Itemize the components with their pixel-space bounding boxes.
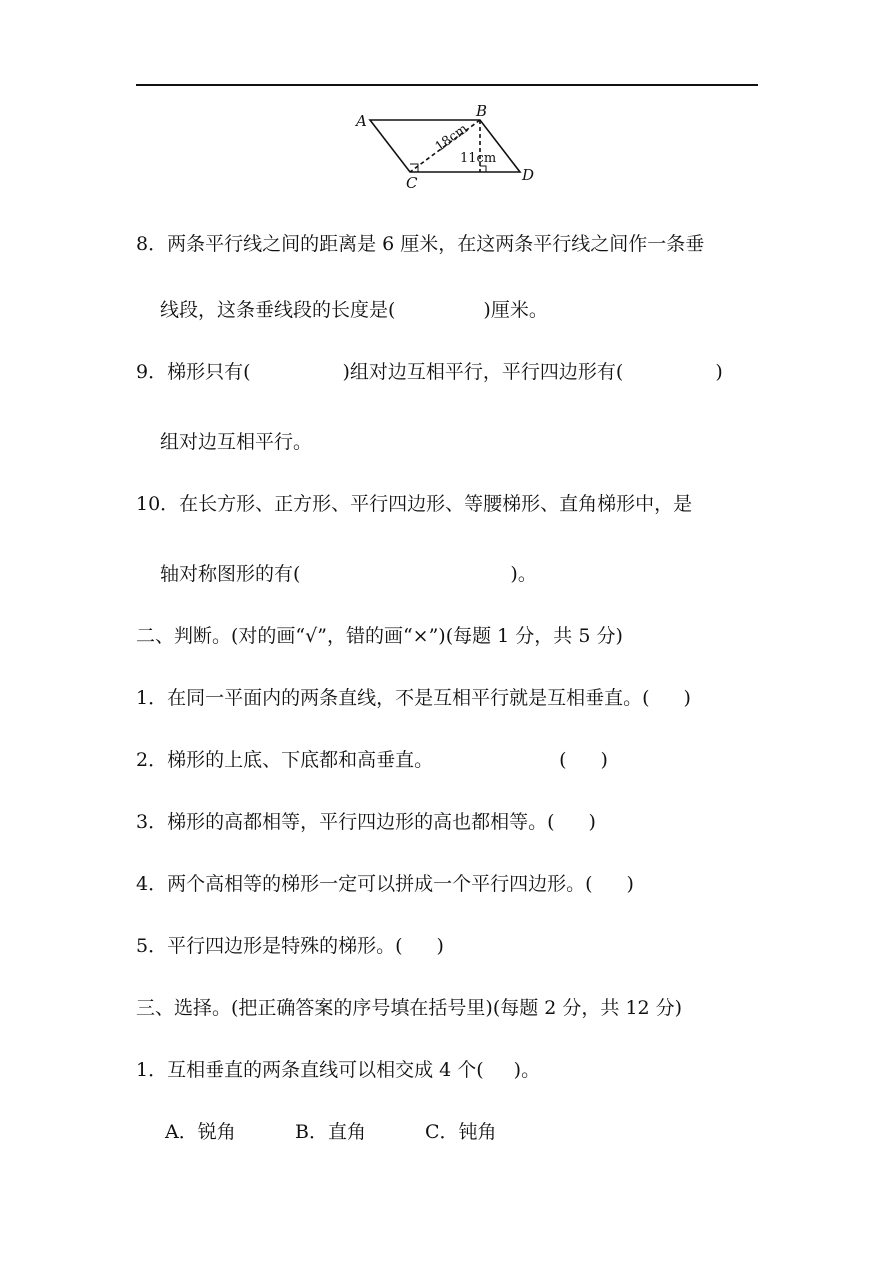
choice-q1-close: )。 <box>513 1059 541 1081</box>
q8-line1: 8．两条平行线之间的距离是 6 厘米，在这两条平行线之间作一条垂 <box>136 233 705 255</box>
q8-line2-post: )厘米。 <box>483 299 548 321</box>
choice-q1-text: 1．互相垂直的两条直线可以相交成 4 个( <box>136 1059 484 1081</box>
label-b: B <box>476 102 488 120</box>
q8-line2-pre: 线段，这条垂线段的长度是( <box>160 299 396 321</box>
label-a: A <box>356 112 367 130</box>
q10-line2 <box>160 562 537 586</box>
judge-item-4 <box>136 872 634 896</box>
judge-item-1-close: ) <box>683 687 691 709</box>
section3-title: 三、选择。(把正确答案的序号填在括号里)(每题 2 分，共 12 分) <box>136 997 683 1019</box>
judge-item-1 <box>136 686 691 710</box>
q9-line1 <box>136 360 723 384</box>
judge-item-2 <box>136 748 608 772</box>
q8-line2 <box>160 298 548 322</box>
judge-item-3 <box>136 810 596 834</box>
judge-item-5-text: 5．平行四边形是特殊的梯形。( <box>136 935 403 957</box>
label-diagonal: 18cm <box>432 121 471 155</box>
judge-item-2-close: ) <box>600 749 608 771</box>
judge-item-5 <box>136 934 444 958</box>
judge-item-2-open: ( <box>559 749 567 771</box>
judge-item-5-close: ) <box>436 935 444 957</box>
judge-item-4-close: ) <box>626 873 634 895</box>
q9-line1-mid: )组对边互相平行，平行四边形有( <box>342 361 624 383</box>
choice-q1-options <box>165 1120 497 1144</box>
q10-line1: 10．在长方形、正方形、平行四边形、等腰梯形、直角梯形中，是 <box>136 493 693 515</box>
option-a: A．锐角 <box>165 1121 236 1143</box>
judge-item-4-text: 4．两个高相等的梯形一定可以拼成一个平行四边形。( <box>136 873 593 895</box>
q9-line1-pre: 9．梯形只有( <box>136 361 251 383</box>
right-angle-mark-h <box>480 166 486 172</box>
label-height: 11cm <box>460 151 497 166</box>
q9-line1-post: ) <box>715 361 723 383</box>
judge-item-2-text: 2．梯形的上底、下底都和高垂直。 <box>136 749 434 771</box>
q10-line2-pre: 轴对称图形的有( <box>160 563 301 585</box>
choice-q1 <box>136 1058 540 1082</box>
option-c: C．钝角 <box>425 1121 497 1143</box>
top-rule <box>136 84 758 86</box>
label-c: C <box>406 174 418 192</box>
section2-title: 二、判断。(对的画“√”，错的画“×”)(每题 1 分，共 5 分) <box>136 625 623 647</box>
judge-item-1-text: 1．在同一平面内的两条直线，不是互相平行就是互相垂直。( <box>136 687 650 709</box>
option-b: B．直角 <box>295 1121 366 1143</box>
q10-line2-post: )。 <box>510 563 537 585</box>
q9-line2: 组对边互相平行。 <box>160 431 313 453</box>
judge-item-3-close: ) <box>588 811 596 833</box>
parallelogram-figure <box>352 102 542 192</box>
label-d: D <box>522 166 535 184</box>
judge-item-3-text: 3．梯形的高都相等，平行四边形的高也都相等。( <box>136 811 555 833</box>
